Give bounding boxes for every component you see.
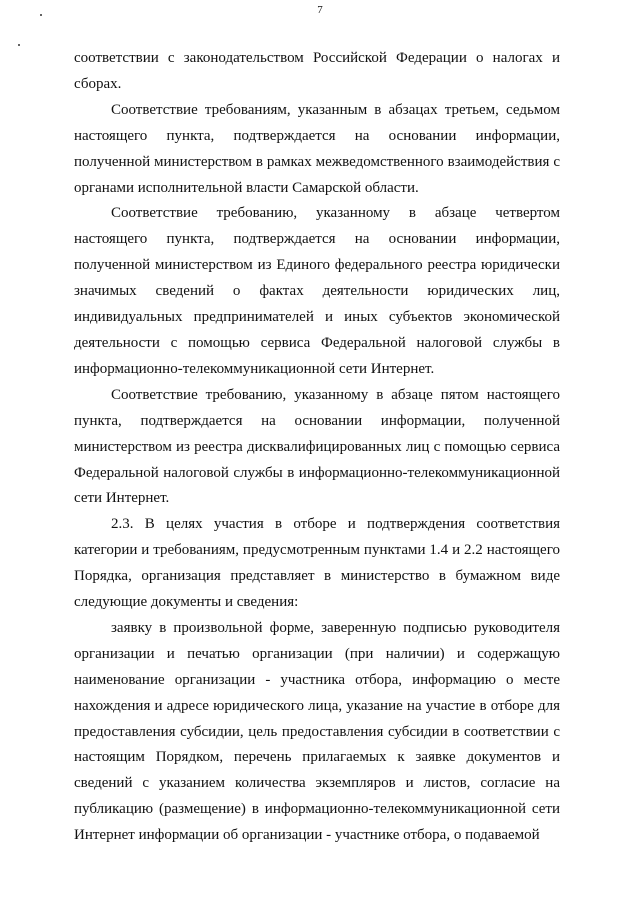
- paragraph-disqualified-registry-verification: Соответствие требованию, указанному в абзаце пятом настоящего пункта, подтверждается на основании информации, полученной министерством из реестра дисквалифицированных лиц с помощью сервиса Федеральной налоговой службы в информационно-телекоммуникационной сети Интернет.: [74, 386, 560, 507]
- paragraph-interagency-verification: Соответствие требованиям, указанным в абзацах третьем, седьмом настоящего пункта, подтверждается на основании информации, полученной министерством в рамках межведомственного взаимодействия с органами исполнительной власти Самарской области.: [74, 101, 560, 196]
- paragraph-federal-registry-verification: Соответствие требованию, указанному в абзаце четвертом настоящего пункта, подтверждается на основании информации, полученной министерством из Единого федерального реестра юридически значимых сведений о фактах деятельности юридических лиц, индивидуальных предпринимателей и иных субъектов экономической деятельности с помощью сервиса Федеральной налоговой службы в информационно-телекоммуникационной сети Интернет.: [74, 205, 560, 377]
- scan-speck: [18, 44, 20, 46]
- paragraph-application-requirements: заявку в произвольной форме, заверенную подписью руководителя организации и печатью организации (при наличии) и содержащую наименование организации - участника отбора, информацию о месте нахождения и адресе юридического лица, указание на участие в отборе для предоставления субсидии, цель предоставления субсидии в соответствии с настоящим Порядком, перечень прилагаемых к заявке документов и сведений с указанием количества экземпляров и листов, согласие на публикацию (размещение) в информационно-телекоммуникационной сети Интернет информации об организации - участнике отбора, о подаваемой: [74, 619, 560, 844]
- paragraph-section-2-3: 2.3. В целях участия в отборе и подтверждения соответствия категории и требованиям, предусмотренным пунктами 1.4 и 2.2 настоящего Порядка, организация представляет в министерство в бумажном виде следующие документы и сведения:: [74, 516, 560, 611]
- paragraph-tax-compliance: соответствии с законодательством Российской Федерации о налогах и сборах.: [74, 50, 560, 92]
- document-body: [74, 46, 560, 849]
- page-number: 7: [317, 4, 323, 16]
